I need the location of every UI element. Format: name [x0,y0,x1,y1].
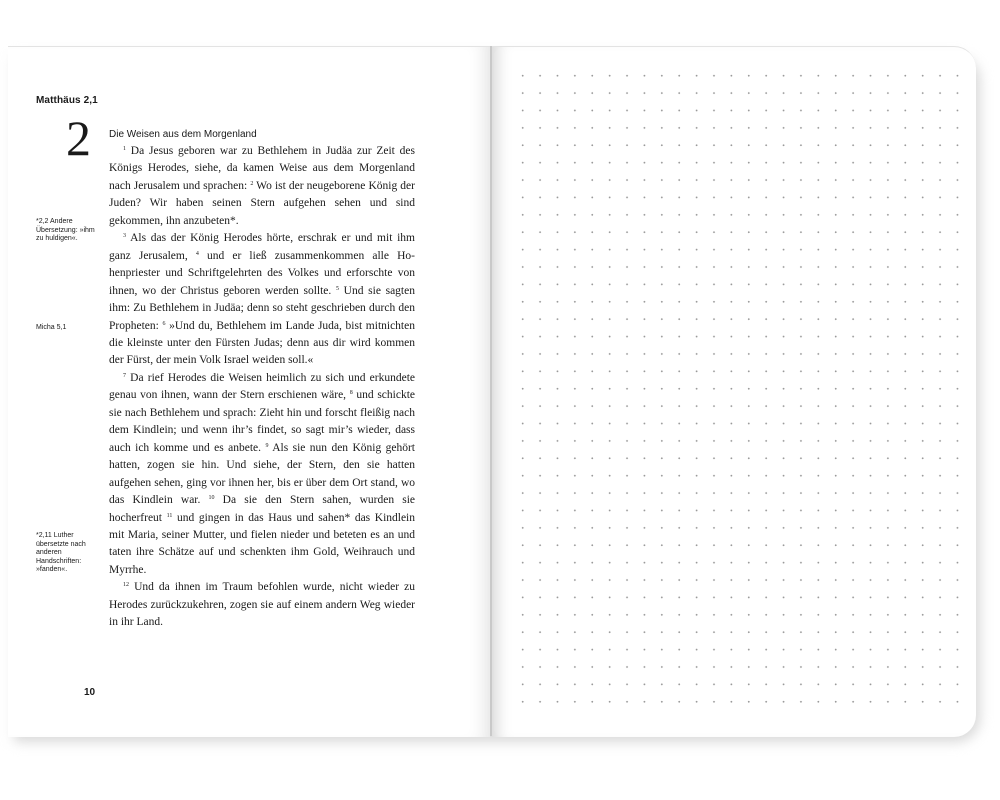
margin-note-manuscript: *2,11 Luther übersetzte nach anderen Handschriften: »fanden«. [36,532,86,574]
verse-number: 9 [265,442,269,449]
verse-text: Und da ihnen im Traum befohlen wurde, nicht wieder zu Herodes zurückzukehren, zogen sie auf einem andern Weg wieder in ihr Land. [109,581,415,629]
verse-number: 8 [349,390,353,397]
left-page [8,46,490,737]
verse-text: Da rief Herodes die Weisen heimlich zu sich und erkundete genau von ihnen, wann der Stern erschienen wäre, [109,371,415,402]
verse-number: 4 [195,250,199,257]
verse-text: Als sie nun den König gehört hatten, zogen sie hin. Und siehe, der Stern, den sie hatten aufgehen sehen, ging vor ihnen her, bis er über dem Ort stand, wo das Kindlein war. [109,441,415,507]
verse-text: »Und du, Bethlehem im Lande Juda, bist mitnichten die kleinste unter den Fürsten Judas; denn aus dir wird kommen der Fürst, der mein Volk Israel weiden soll.« [109,319,415,367]
scripture-body [109,143,415,632]
open-book [8,46,976,736]
verse-text: Und sie sagten ihm: Zu Bethlehem in Judäa; denn so steht geschrieben durch den Propheten: [109,284,415,332]
scripture-paragraph [109,579,415,631]
page-number: 10 [84,687,96,698]
scripture-paragraph [109,143,415,230]
verse-text: Als das der König Herodes hörte, erschrak er und mit ihm ganz Jerusalem, [109,232,415,262]
verse-text: und schickte sie nach Bethlehem und sprach: Zieht hin und forscht fleißig nach dem Kindlein; und wenn ihr’s findet, so sagt mir’s wieder, dass auch ich komme und es anbete. [109,389,415,454]
margin-note-crossref: Micha 5,1 [36,324,67,331]
verse-number: 3 [123,233,126,240]
verse-text: Da Jesus geboren war zu Bethlehem in Judäa zur Zeit des Königs Herodes, siehe, da kamen Weise aus dem Morgenland nach Jerusalem und sprachen: [109,145,415,192]
scripture-paragraph [109,370,415,579]
verse-number: 11 [166,512,173,519]
verse-number: 2 [250,180,254,187]
verse-number: 12 [123,582,129,589]
verse-text: und gingen in das Haus und sahen* das Kindlein mit Maria, seiner Mutter, und fielen nieder und beteten es an und taten ihre Schätze auf und schenkten ihm Gold, Weihrauch und Myrrhe. [109,511,416,576]
verse-text: und er ließ zusammenkommen alle Hohenpriester und Schriftgelehrten des Volkes und erforschte von ihnen, wo der Christus geboren werden sollte. [109,249,415,297]
margin-note-translation: *2,2 Andere Übersetzung: »ihm zu huldigen«. [36,218,95,243]
dot-grid-pattern [514,67,960,717]
verse-text: Da sie den Stern sahen, wurden sie hocherfreut [109,494,415,524]
verse-text: Wo ist der neugeborene König der Juden? Wir haben seinen Stern aufgehen sehen und sind gekommen, ihn anzubeten*. [109,179,415,227]
verse-number: 1 [123,146,126,152]
section-title: Die Weisen aus dem Morgenland [109,129,257,140]
verse-number: 6 [162,320,166,327]
verse-number: 7 [123,372,126,379]
running-head: Matthäus 2,1 [36,95,98,106]
scripture-paragraph [109,230,415,370]
chapter-number: 2 [66,110,91,166]
verse-number: 5 [335,285,339,292]
right-page [492,46,976,737]
verse-number: 10 [208,495,215,502]
